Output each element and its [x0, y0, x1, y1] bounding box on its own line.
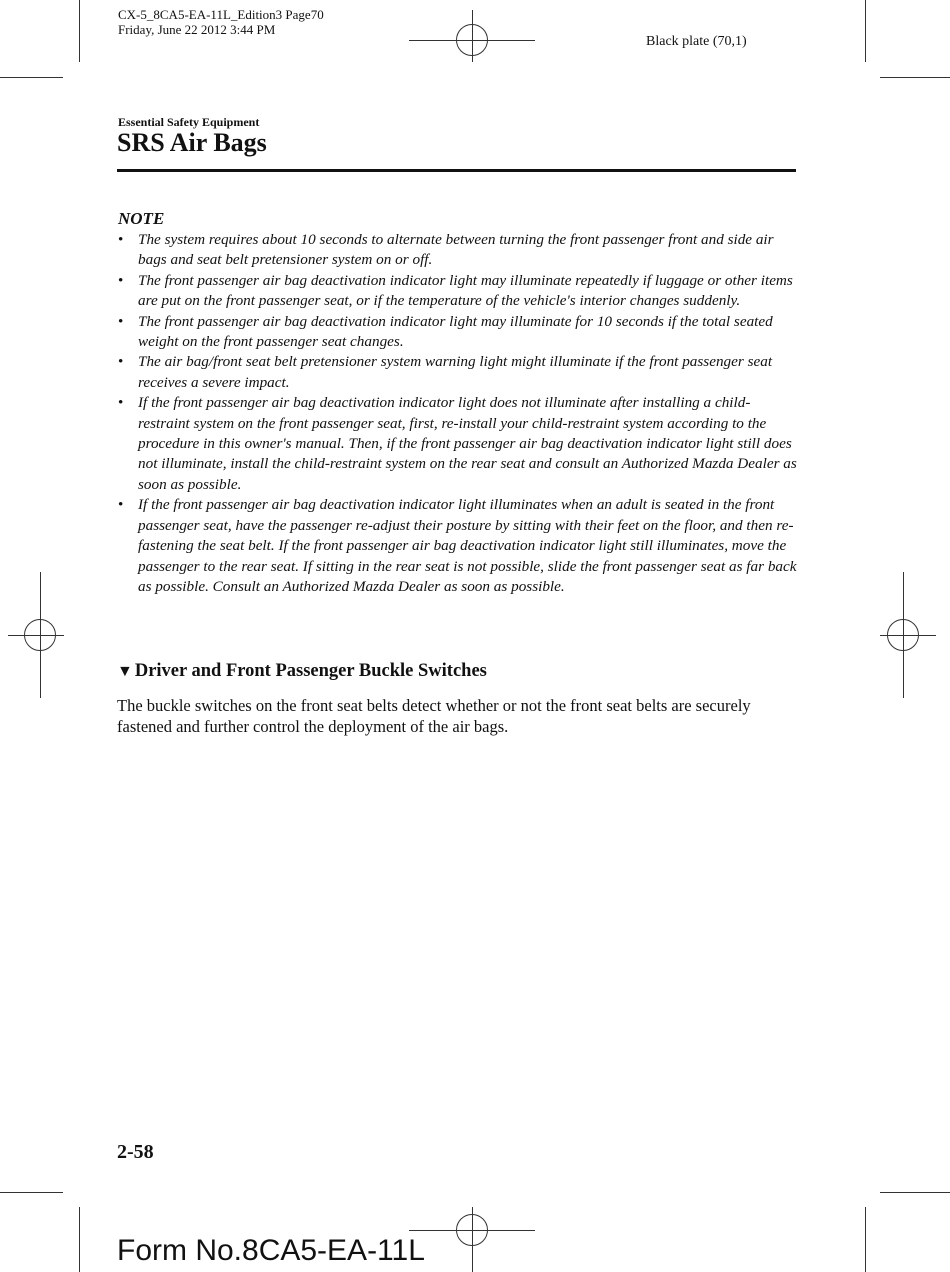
- subsection-heading: [117, 661, 487, 682]
- print-info: [118, 7, 324, 37]
- plate-label: Black plate (70,1): [646, 34, 747, 49]
- page-number: 2-58: [117, 1141, 154, 1163]
- list-item: • The front passenger air bag deactivation indicator light may illuminate for 10 seconds if the total seated weight on the front passenger seat changes.: [117, 312, 797, 353]
- subsection-body: The buckle switches on the front seat belts detect whether or not the front seat belts are securely fastened and further control the deployment of the air bags.: [117, 696, 751, 736]
- note-list: [117, 230, 797, 597]
- list-item: • The system requires about 10 seconds to alternate between turning the front passenger front and side air bags and seat belt pretensioner system on or off.: [117, 230, 797, 271]
- section-label: Essential Safety Equipment: [118, 115, 260, 129]
- title-rule: [117, 169, 796, 172]
- form-number: Form No.8CA5-EA-11L: [117, 1234, 425, 1267]
- list-item: • The air bag/front seat belt pretensioner system warning light might illuminate if the front passenger seat receives a severe impact.: [117, 352, 797, 393]
- list-item: • If the front passenger air bag deactivation indicator light illuminates when an adult is seated in the front passenger seat, have the passenger re-adjust their posture by sitting with their feet on the floor, and then re-fastening the seat belt. If the front passenger air bag deactivation indicator light still illuminates, move the passenger to the rear seat. If sitting in the rear seat is not possible, slide the front passenger seat as far back as possible. Consult an Authorized Mazda Dealer as soon as possible.: [117, 495, 797, 597]
- page-title: SRS Air Bags: [117, 128, 267, 157]
- list-item: • If the front passenger air bag deactivation indicator light does not illuminate after installing a child-restraint system on the front passenger seat, first, re-install your child-restraint system according to the procedure in this owner's manual. Then, if the front passenger air bag deactivation indicator light still does not illuminate, install the child-restraint system on the rear seat and consult an Authorized Mazda Dealer as soon as possible.: [117, 393, 797, 495]
- triangle-down-icon: ▼: [117, 663, 133, 680]
- print-info-date: Friday, June 22 2012 3:44 PM: [118, 22, 276, 37]
- print-info-file: CX-5_8CA5-EA-11L_Edition3 Page70: [118, 7, 324, 22]
- list-item: • The front passenger air bag deactivation indicator light may illuminate repeatedly if luggage or other items are put on the front passenger seat, or if the temperature of the vehicle's interior changes suddenly.: [117, 271, 797, 312]
- subsection-heading-text: Driver and Front Passenger Buckle Switches: [134, 661, 487, 681]
- note-heading: NOTE: [118, 209, 165, 228]
